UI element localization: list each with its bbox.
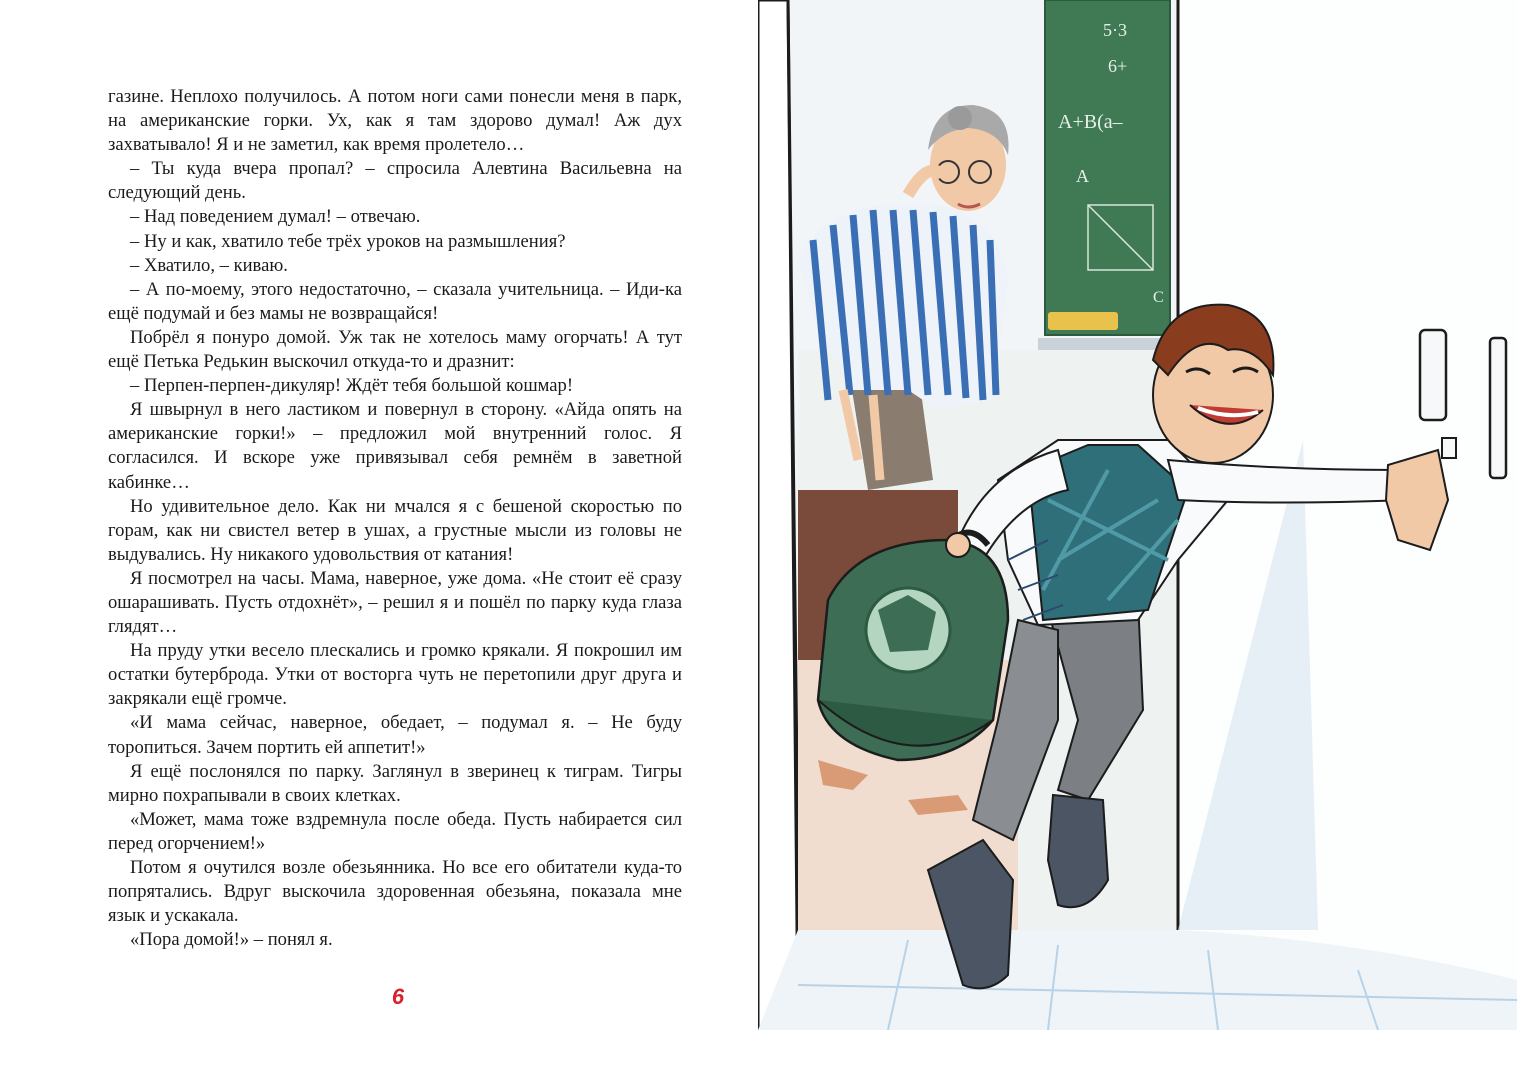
right-shoe bbox=[1048, 795, 1108, 907]
paragraph: Потом я очутился возле обезьянника. Но все его обитатели куда-то попрятались. Вдруг выскочила здоровенная обезьяна, показала мне язык и ускакала. bbox=[108, 857, 682, 927]
page-number: 6 bbox=[391, 984, 405, 1009]
paragraph: – Над поведением думал! – отвечаю. bbox=[130, 206, 421, 228]
chalkboard bbox=[1045, 0, 1170, 335]
story-text bbox=[108, 85, 682, 952]
paragraph: Я швырнул в него ластиком и повернул в сторону. «Айда опять на американские горки!» – предложил мой внутренний голос. Я согласился. И вскоре уже привязывал себя ремнём в заветной кабинке… bbox=[108, 399, 682, 493]
paragraph: – Ну и как, хватило тебе трёх уроков на размышления? bbox=[130, 230, 566, 252]
paragraph: – Ты куда вчера пропал? – спросила Алевтина Васильевна на следующий день. bbox=[108, 158, 682, 204]
paragraph: газине. Неплохо получилось. А потом ноги сами понесли меня в парк, на американские горки. Ух, как я там здорово думал! Аж дух захватывало! Я и не заметил, как время пролетело… bbox=[108, 86, 682, 156]
illustration bbox=[758, 0, 1517, 1080]
paragraph: «И мама сейчас, наверное, обедает, – подумал я. – Не буду торопиться. Зачем портить ей аппетит!» bbox=[108, 712, 682, 758]
chalk-mark: 6+ bbox=[1108, 56, 1128, 76]
left-page bbox=[0, 0, 758, 1080]
chalk-mark: C bbox=[1153, 289, 1164, 306]
paragraph: Я посмотрел на часы. Мама, наверное, уже дома. «Не стоит её сразу ошарашивать. Пусть отдохнёт», – решил я и пошёл по парку куда глаза глядят… bbox=[108, 567, 682, 638]
paragraph: На пруду утки весело плескались и громко крякали. Я покрошил им остатки бутерброда. Утки от восторга чуть не перетопили друг друга и закрякали ещё громче. bbox=[108, 640, 682, 710]
door-handle bbox=[1420, 330, 1446, 420]
paragraph: Но удивительное дело. Как ни мчался я с бешеной скоростью по горам, как ни свистел ветер в ушах, а грустные мысли из головы не выдувались. Ну никакого удовольствия от катания! bbox=[108, 495, 682, 565]
chalk-mark: A+B(a– bbox=[1058, 111, 1123, 133]
paragraph: – Перпен-перпен-дикуляр! Ждёт тебя большой кошмар! bbox=[130, 375, 574, 397]
sponge bbox=[1048, 312, 1118, 330]
chalk-mark: A bbox=[1076, 166, 1089, 186]
paragraph: – Хватило, – киваю. bbox=[130, 254, 288, 276]
paragraph: «Может, мама тоже вздремнула после обеда. Пусть набирается сил перед огорчением!» bbox=[108, 808, 682, 854]
paragraph: Побрёл я понуро домой. Уж так не хотелось маму огорчать! А тут ещё Петька Редькин выскочил откуда-то и дразнит: bbox=[108, 326, 682, 373]
paragraph: Я ещё послонялся по парку. Заглянул в зверинец к тиграм. Тигры мирно похрапывали в своих клетках. bbox=[108, 760, 682, 806]
chalk-mark: 5·3 bbox=[1103, 20, 1127, 40]
right-page bbox=[758, 0, 1517, 1080]
paragraph: «Пора домой!» – понял я. bbox=[130, 929, 333, 951]
paragraph: – А по-моему, этого недостаточно, – сказала учительница. – Иди-ка ещё подумай и без мамы не возвращайся! bbox=[108, 278, 682, 324]
